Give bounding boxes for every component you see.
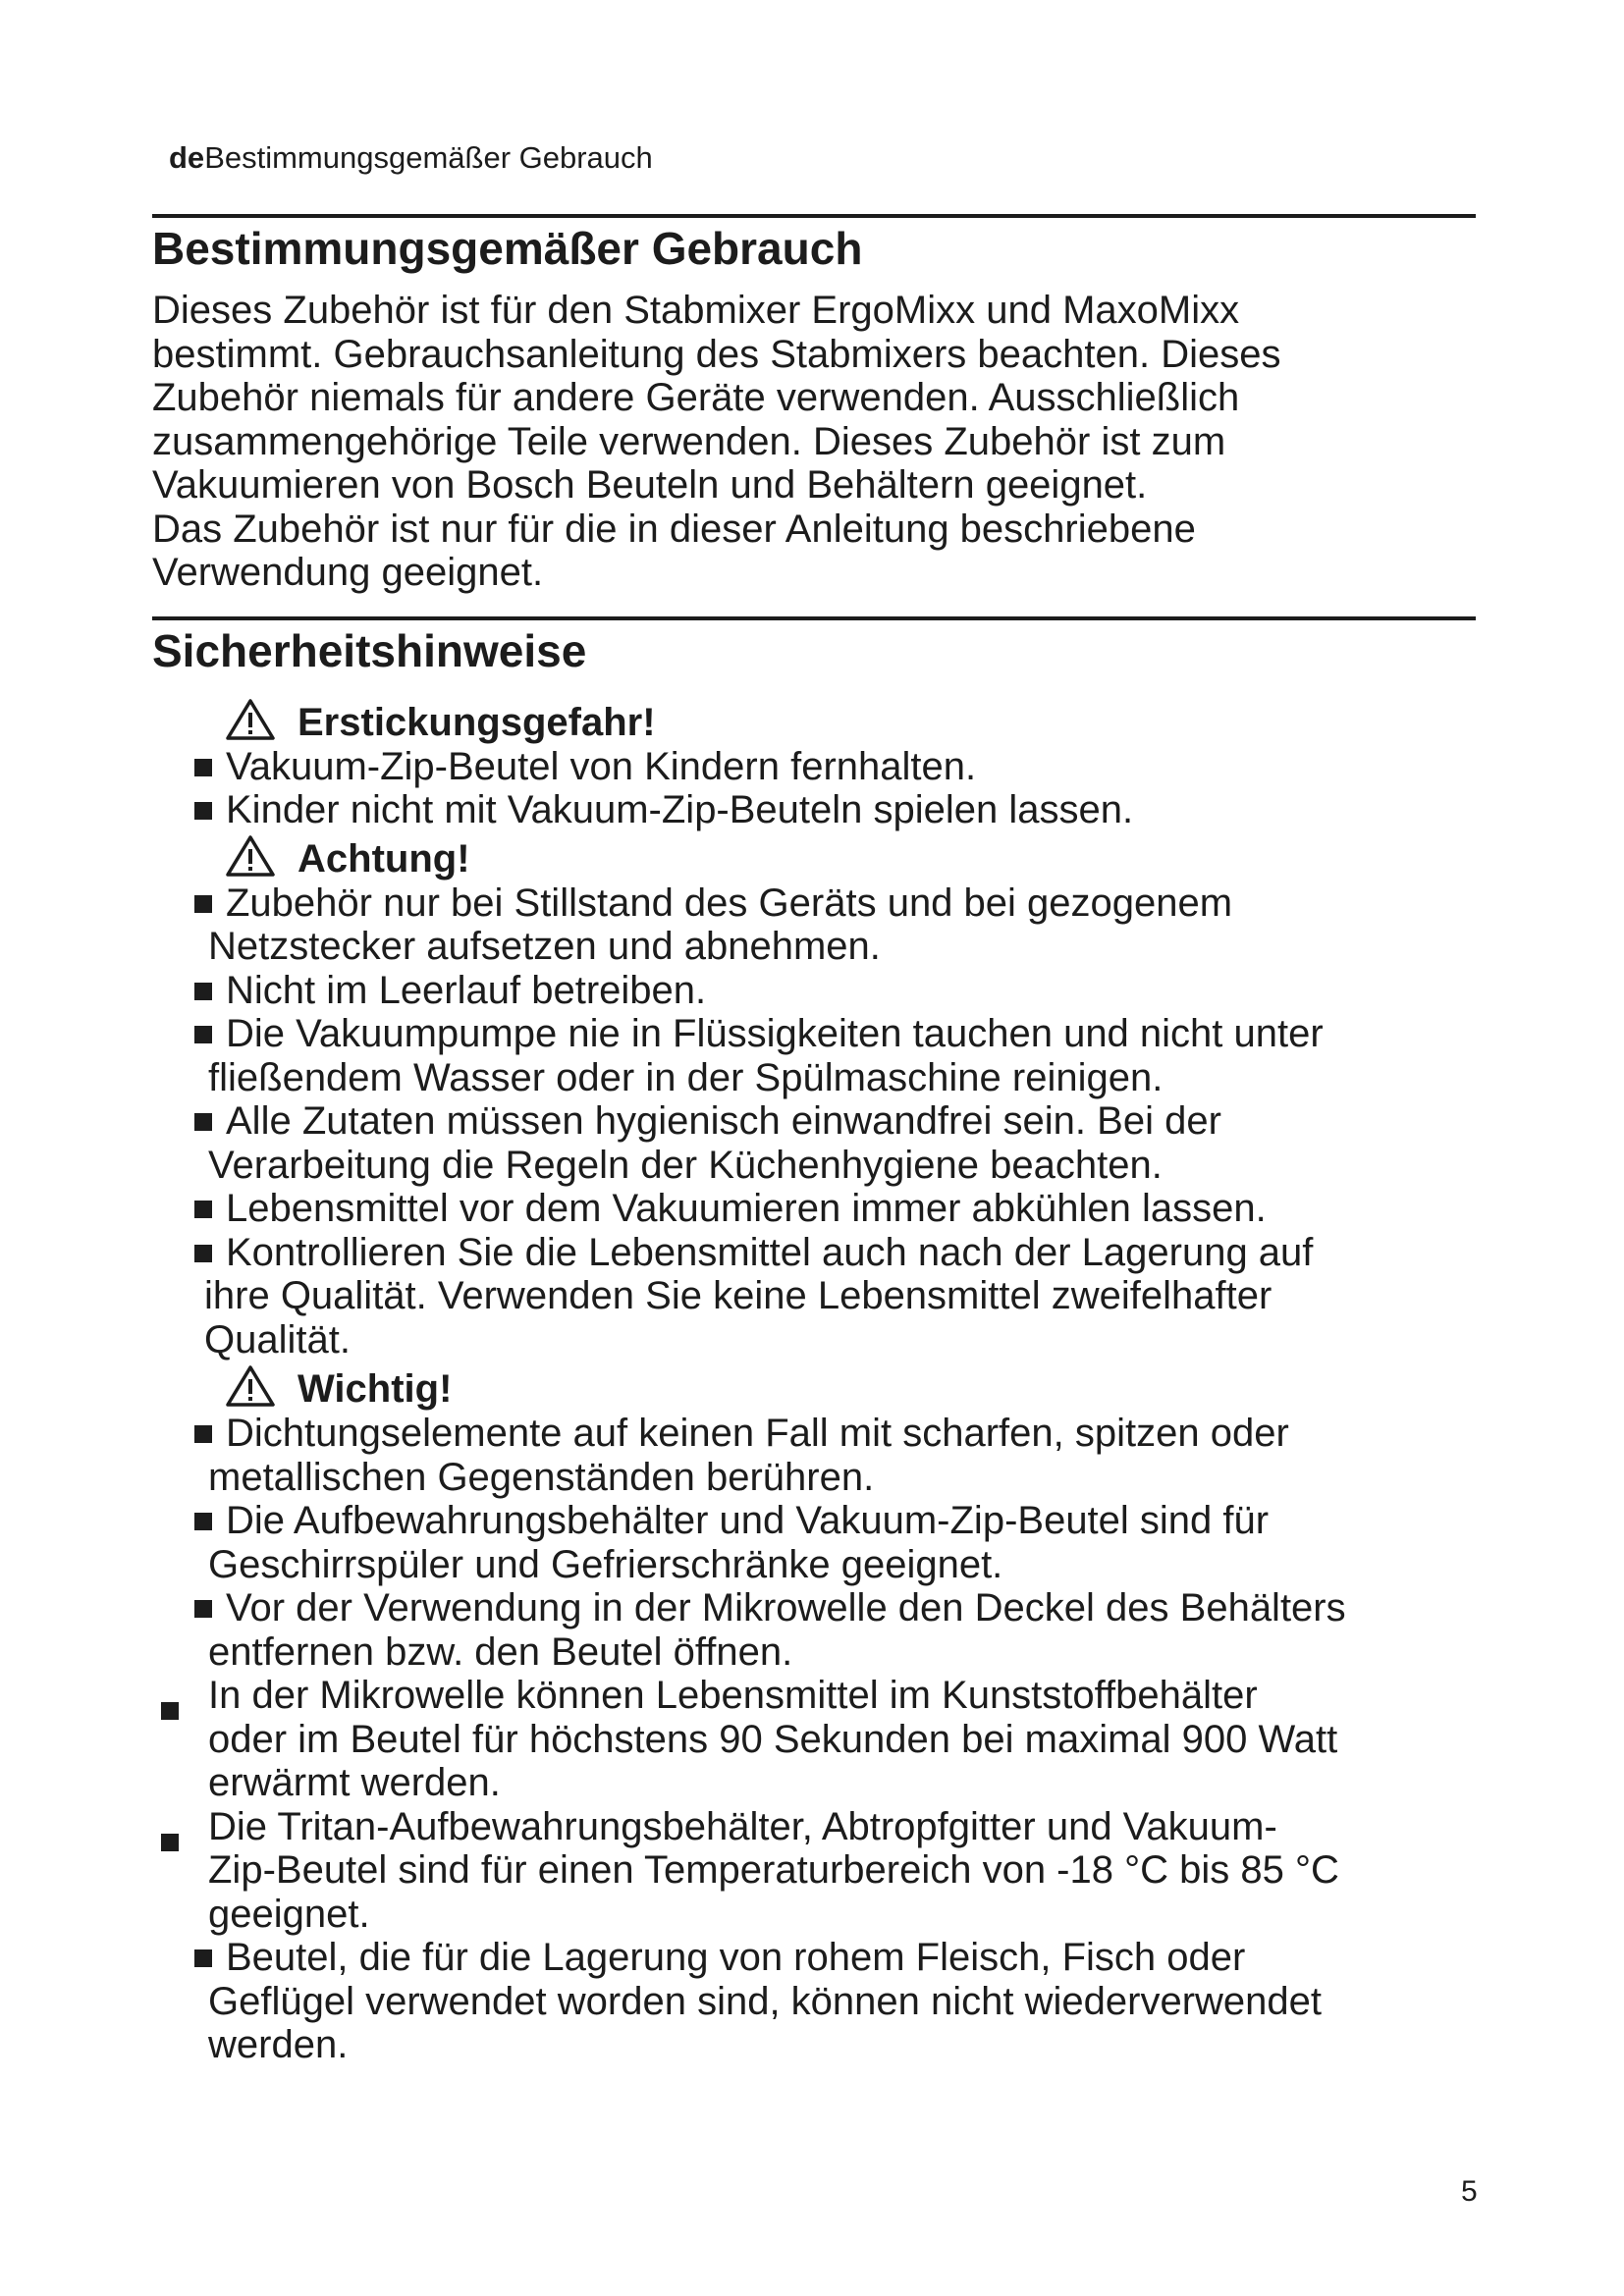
page-number: 5 xyxy=(1461,2175,1478,2208)
warning-heading xyxy=(225,834,470,881)
paragraph-line: Zubehör niemals für andere Geräte verwenden. Ausschließlich xyxy=(152,376,1240,419)
bullet-square-icon xyxy=(194,983,212,1000)
warning-heading xyxy=(225,698,656,744)
list-item: Die Vakuumpumpe nie in Flüssigkeiten tauchen und nicht unter xyxy=(194,1012,1324,1056)
bullet-square-icon xyxy=(194,759,212,776)
list-item-continuation: metallischen Gegenständen berühren. xyxy=(208,1456,875,1499)
list-item-continuation: entfernen bzw. den Beutel öffnen. xyxy=(208,1630,793,1674)
running-header xyxy=(169,140,653,176)
bullet-square-icon xyxy=(194,895,212,913)
list-item: Zubehör nur bei Stillstand des Geräts und bei gezogenem xyxy=(194,881,1232,926)
bullet-square-icon xyxy=(194,1245,212,1262)
header-section-title: Bestimmungsgemäßer Gebrauch xyxy=(204,140,653,175)
list-item: In der Mikrowelle können Lebensmittel im Kunststoffbehälter xyxy=(208,1674,1258,1717)
list-item: Kinder nicht mit Vakuum-Zip-Beuteln spielen lassen. xyxy=(194,788,1133,832)
list-item-continuation: erwärmt werden. xyxy=(208,1761,501,1804)
list-item-continuation: Qualität. xyxy=(204,1318,351,1362)
list-item-continuation: geeignet. xyxy=(208,1893,370,1936)
list-item-continuation: fließendem Wasser oder in der Spülmaschine reinigen. xyxy=(208,1056,1164,1099)
list-item: Lebensmittel vor dem Vakuumieren immer abkühlen lassen. xyxy=(194,1187,1267,1231)
paragraph-line: Das Zubehör ist nur für die in dieser Anleitung beschriebene xyxy=(152,507,1196,551)
bullet-square-icon xyxy=(194,1026,212,1043)
section-title-safety: Sicherheitshinweise xyxy=(152,625,587,676)
bullet-square-icon xyxy=(194,1513,212,1530)
list-item-continuation: werden. xyxy=(208,2023,349,2066)
list-item: Beutel, die für die Lagerung von rohem Fleisch, Fisch oder xyxy=(194,1936,1245,1980)
list-item: Alle Zutaten müssen hygienisch einwandfrei sein. Bei der xyxy=(194,1099,1221,1144)
paragraph-line: bestimmt. Gebrauchsanleitung des Stabmixers beachten. Dieses xyxy=(152,332,1281,376)
section-divider xyxy=(152,214,1476,218)
list-item-continuation: Verarbeitung die Regeln der Küchenhygiene beachten. xyxy=(208,1144,1163,1187)
warning-label: Erstickungsgefahr! xyxy=(298,701,656,744)
list-item: Die Tritan-Aufbewahrungsbehälter, Abtropfgitter und Vakuum- xyxy=(208,1805,1277,1848)
section-title-intended-use: Bestimmungsgemäßer Gebrauch xyxy=(152,223,863,274)
language-tag: de xyxy=(169,140,205,175)
list-item: Dichtungselemente auf keinen Fall mit scharfen, spitzen oder xyxy=(194,1412,1289,1456)
paragraph-line: zusammengehörige Teile verwenden. Dieses Zubehör ist zum xyxy=(152,419,1226,463)
list-item: Nicht im Leerlauf betreiben. xyxy=(194,969,706,1013)
list-item-continuation: Geschirrspüler und Gefrierschränke geeignet. xyxy=(208,1543,1003,1586)
list-item-continuation: oder im Beutel für höchstens 90 Sekunden bei maximal 900 Watt xyxy=(208,1718,1338,1761)
list-item: Vakuum-Zip-Beutel von Kindern fernhalten. xyxy=(194,745,976,789)
warning-triangle-icon xyxy=(225,698,276,741)
list-item-continuation: Zip-Beutel sind für einen Temperaturbereich von -18 °C bis 85 °C xyxy=(208,1848,1339,1892)
paragraph-line: Vakuumieren von Bosch Beuteln und Behältern geeignet. xyxy=(152,463,1148,507)
paragraph-line: Dieses Zubehör ist für den Stabmixer ErgoMixx und MaxoMixx xyxy=(152,289,1240,332)
list-item: Kontrollieren Sie die Lebensmittel auch nach der Lagerung auf xyxy=(194,1231,1313,1275)
list-item: Vor der Verwendung in der Mikrowelle den Deckel des Behälters xyxy=(194,1586,1346,1630)
bullet-square-icon xyxy=(194,1425,212,1443)
paragraph-line: Verwendung geeignet. xyxy=(152,551,544,594)
bullet-square-icon xyxy=(161,1834,179,1851)
list-item-continuation: Geflügel verwendet worden sind, können nicht wiederverwendet xyxy=(208,1980,1323,2023)
bullet-square-icon xyxy=(161,1702,179,1720)
list-item-continuation: ihre Qualität. Verwenden Sie keine Lebensmittel zweifelhafter xyxy=(204,1274,1272,1317)
section-divider xyxy=(152,616,1476,620)
bullet-square-icon xyxy=(194,802,212,820)
bullet-square-icon xyxy=(194,1600,212,1618)
warning-label: Wichtig! xyxy=(298,1367,453,1411)
list-item-continuation: Netzstecker aufsetzen und abnehmen. xyxy=(208,925,881,968)
warning-triangle-icon xyxy=(225,1364,276,1408)
list-item: Die Aufbewahrungsbehälter und Vakuum-Zip-Beutel sind für xyxy=(194,1499,1269,1543)
bullet-square-icon xyxy=(194,1201,212,1218)
warning-triangle-icon xyxy=(225,834,276,878)
warning-label: Achtung! xyxy=(298,837,470,881)
intended-use-paragraph xyxy=(152,289,1527,595)
bullet-square-icon xyxy=(194,1949,212,1967)
bullet-square-icon xyxy=(194,1113,212,1131)
warning-heading xyxy=(225,1364,452,1411)
